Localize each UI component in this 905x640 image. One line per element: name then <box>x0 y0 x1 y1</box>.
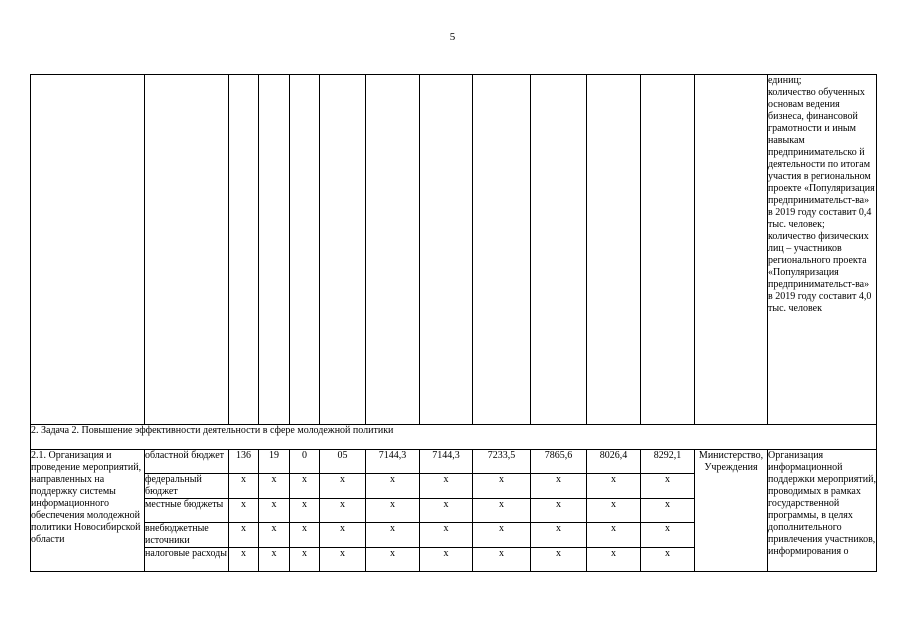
funding-value-cell: x <box>531 474 587 499</box>
funding-value-cell: x <box>320 548 366 572</box>
expected-result: Организация информационной поддержки мероприятий, проводимых в рамках государственной программы, в целях дополнительного привлечения участников, информирования о <box>768 450 877 572</box>
funding-value-cell: x <box>320 523 366 548</box>
funding-value-cell: x <box>420 523 473 548</box>
funding-value-cell: 7144,3 <box>420 450 473 474</box>
activity-name: 2.1. Организация и проведение мероприятий, направленных на поддержку системы информационного обеспечения молодежной политики Новосибирской области <box>31 450 145 572</box>
funding-value-cell: x <box>229 548 259 572</box>
funding-value-cell: x <box>420 548 473 572</box>
funding-value-cell: 8292,1 <box>641 450 695 474</box>
funding-value-cell: x <box>473 499 531 523</box>
funding-value-cell: x <box>531 523 587 548</box>
funding-value-cell: x <box>259 523 290 548</box>
funding-value-cell: x <box>259 548 290 572</box>
funding-source-label: налоговые расходы <box>145 548 229 572</box>
funding-value-cell: x <box>320 499 366 523</box>
task-heading-row <box>31 425 877 450</box>
funding-value-cell: x <box>290 499 320 523</box>
expected-results-continued: единиц; количество обученных основам ведения бизнеса, финансовой грамотности и иным навыкам предпринимательско й деятельности по итогам участия в региональном проекте «Популяризация предпринимательст-ва» в 2019 году составит 0,4 тыс. человек; количество физических лиц – участников регионального проекта «Популяризация предпринимательст-ва» в 2019 году составит 4,0 тыс. человек <box>768 75 877 425</box>
executor: Министерство, Учреждения <box>695 450 768 572</box>
funding-value-cell: x <box>320 474 366 499</box>
funding-value-cell: x <box>366 499 420 523</box>
funding-value-cell: x <box>473 548 531 572</box>
funding-value-cell: x <box>229 499 259 523</box>
funding-value-cell: x <box>229 474 259 499</box>
funding-value-cell: x <box>587 474 641 499</box>
funding-source-label: внебюджетные источники <box>145 523 229 548</box>
funding-value-cell: x <box>587 548 641 572</box>
funding-value-cell: x <box>641 548 695 572</box>
funding-value-cell: x <box>290 548 320 572</box>
funding-value-cell: x <box>366 523 420 548</box>
page-number: 5 <box>449 31 456 43</box>
funding-source-label: местные бюджеты <box>145 499 229 523</box>
funding-value-cell: x <box>420 474 473 499</box>
funding-value-cell: x <box>473 474 531 499</box>
funding-value-cell: x <box>366 474 420 499</box>
funding-value-cell: x <box>229 523 259 548</box>
task-heading: 2. Задача 2. Повышение эффективности деятельности в сфере молодежной политики <box>31 425 877 450</box>
funding-source-label: федеральный бюджет <box>145 474 229 499</box>
funding-value-cell: x <box>473 523 531 548</box>
funding-value-cell: 05 <box>320 450 366 474</box>
funding-value-cell: 136 <box>229 450 259 474</box>
funding-source-label: областной бюджет <box>145 450 229 474</box>
funding-value-cell: 8026,4 <box>587 450 641 474</box>
funding-value-cell: x <box>587 499 641 523</box>
funding-value-cell: x <box>259 499 290 523</box>
funding-value-cell: 7144,3 <box>366 450 420 474</box>
funding-value-cell: 19 <box>259 450 290 474</box>
funding-value-cell: x <box>290 523 320 548</box>
continuation-row <box>31 75 877 425</box>
funding-value-cell: 0 <box>290 450 320 474</box>
funding-value-cell: x <box>366 548 420 572</box>
funding-row <box>31 450 877 474</box>
funding-value-cell: x <box>641 499 695 523</box>
funding-value-cell: 7233,5 <box>473 450 531 474</box>
funding-value-cell: x <box>290 474 320 499</box>
funding-value-cell: x <box>420 499 473 523</box>
funding-value-cell: x <box>641 523 695 548</box>
funding-value-cell: x <box>641 474 695 499</box>
funding-value-cell: x <box>587 523 641 548</box>
funding-value-cell: x <box>531 548 587 572</box>
funding-value-cell: 7865,6 <box>531 450 587 474</box>
program-table <box>30 74 877 572</box>
funding-value-cell: x <box>259 474 290 499</box>
funding-value-cell: x <box>531 499 587 523</box>
